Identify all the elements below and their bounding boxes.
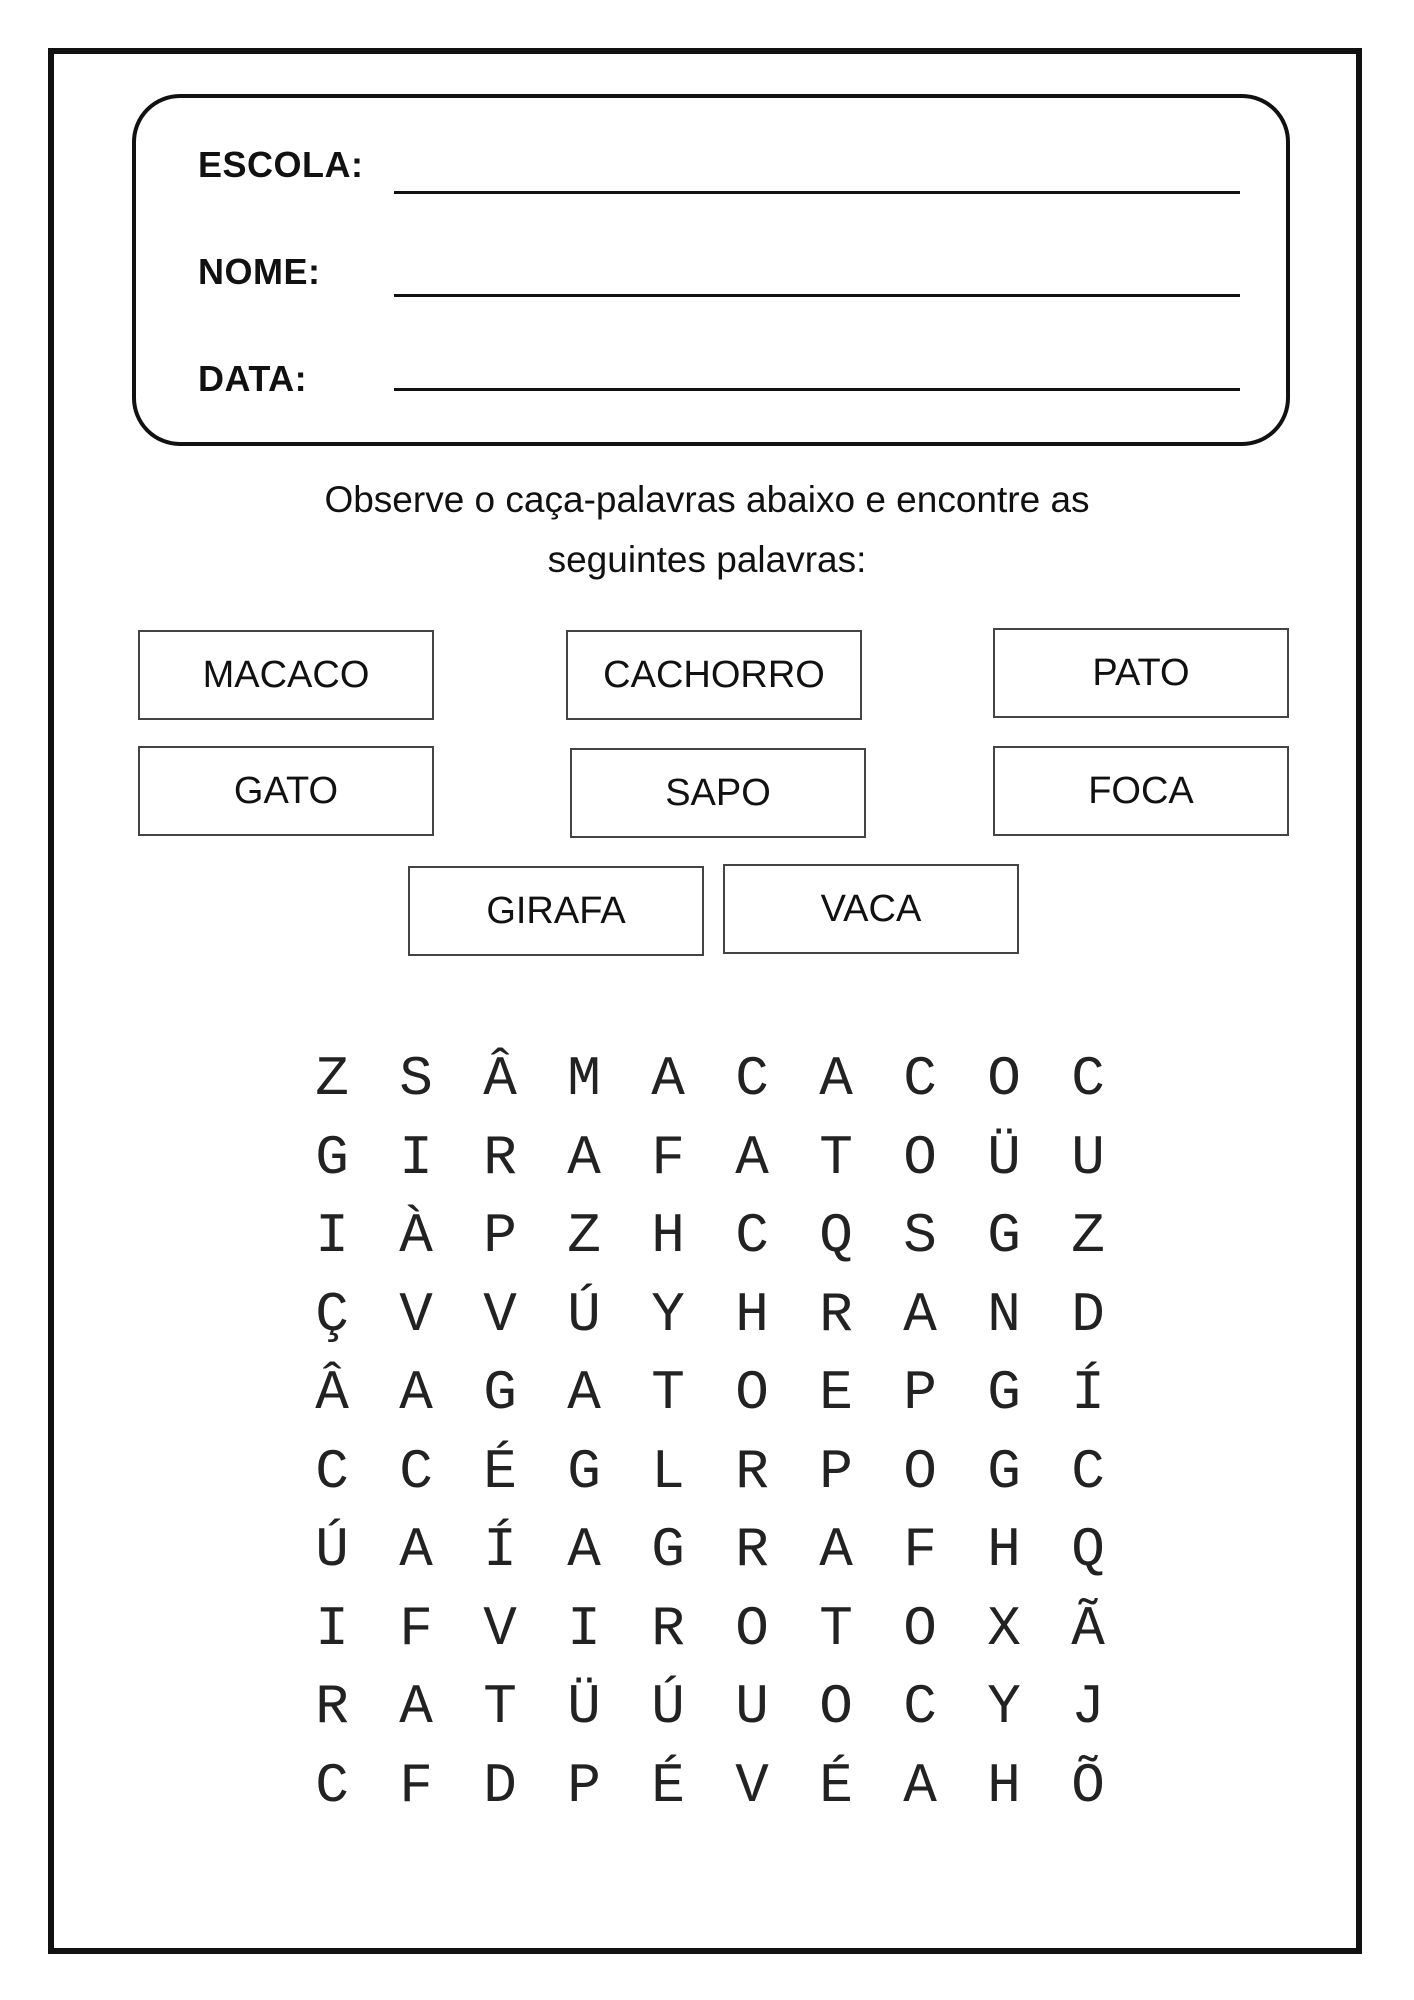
grid-letter[interactable]: Y	[987, 1675, 1021, 1740]
grid-letter[interactable]: S	[399, 1047, 433, 1112]
grid-letter[interactable]: Y	[651, 1282, 685, 1347]
word-box-cachorro: CACHORRO	[566, 630, 862, 720]
grid-letter[interactable]: D	[1071, 1282, 1105, 1347]
grid-letter[interactable]: G	[483, 1361, 517, 1426]
grid-letter[interactable]: J	[1071, 1675, 1105, 1740]
grid-letter[interactable]: R	[735, 1439, 769, 1504]
grid-letter[interactable]: A	[399, 1518, 433, 1583]
grid-letter[interactable]: O	[903, 1596, 937, 1661]
grid-letter[interactable]: Ç	[315, 1282, 349, 1347]
grid-letter[interactable]: I	[399, 1125, 433, 1190]
grid-letter[interactable]: Í	[1071, 1361, 1105, 1426]
grid-letter[interactable]: F	[399, 1753, 433, 1818]
grid-letter[interactable]: C	[399, 1439, 433, 1504]
word-search-grid	[290, 1040, 1130, 1825]
date-label: DATA:	[198, 358, 308, 399]
grid-letter[interactable]: P	[567, 1753, 601, 1818]
grid-letter[interactable]: A	[735, 1125, 769, 1190]
grid-letter[interactable]: G	[987, 1361, 1021, 1426]
grid-letter[interactable]: G	[315, 1125, 349, 1190]
grid-letter[interactable]: F	[651, 1125, 685, 1190]
grid-letter[interactable]: Ü	[567, 1675, 601, 1740]
grid-letter[interactable]: O	[735, 1596, 769, 1661]
grid-letter[interactable]: G	[651, 1518, 685, 1583]
grid-letter[interactable]: É	[651, 1753, 685, 1818]
grid-letter[interactable]: Â	[483, 1047, 517, 1112]
grid-letter[interactable]: R	[483, 1125, 517, 1190]
grid-letter[interactable]: R	[315, 1675, 349, 1740]
grid-letter[interactable]: Ú	[651, 1675, 685, 1740]
grid-letter[interactable]: C	[315, 1753, 349, 1818]
grid-letter[interactable]: R	[651, 1596, 685, 1661]
grid-letter[interactable]: Q	[1071, 1518, 1105, 1583]
grid-letter[interactable]: C	[903, 1047, 937, 1112]
grid-letter[interactable]: A	[819, 1047, 853, 1112]
grid-letter[interactable]: T	[819, 1125, 853, 1190]
grid-letter[interactable]: X	[987, 1596, 1021, 1661]
grid-letter[interactable]: G	[987, 1439, 1021, 1504]
grid-letter[interactable]: C	[735, 1047, 769, 1112]
grid-letter[interactable]: M	[567, 1047, 601, 1112]
grid-letter[interactable]: U	[1071, 1125, 1105, 1190]
grid-letter[interactable]: T	[819, 1596, 853, 1661]
grid-letter[interactable]: É	[819, 1753, 853, 1818]
word-box-pato: PATO	[993, 628, 1289, 718]
grid-letter[interactable]: L	[651, 1439, 685, 1504]
grid-letter[interactable]: V	[735, 1753, 769, 1818]
word-box-foca: FOCA	[993, 746, 1289, 836]
grid-letter[interactable]: Í	[483, 1518, 517, 1583]
grid-letter[interactable]: R	[819, 1282, 853, 1347]
grid-letter[interactable]: H	[735, 1282, 769, 1347]
grid-letter[interactable]: V	[483, 1282, 517, 1347]
grid-letter[interactable]: T	[483, 1675, 517, 1740]
grid-letter[interactable]: T	[651, 1361, 685, 1426]
grid-letter[interactable]: Ã	[1071, 1596, 1105, 1661]
grid-letter[interactable]: H	[651, 1204, 685, 1269]
grid-letter[interactable]: A	[903, 1282, 937, 1347]
grid-letter[interactable]: E	[819, 1361, 853, 1426]
grid-letter[interactable]: H	[987, 1518, 1021, 1583]
grid-letter[interactable]: À	[399, 1204, 433, 1269]
grid-letter[interactable]: G	[987, 1204, 1021, 1269]
grid-letter[interactable]: Ú	[567, 1282, 601, 1347]
word-box-sapo: SAPO	[570, 748, 866, 838]
grid-letter[interactable]: V	[399, 1282, 433, 1347]
grid-letter[interactable]: O	[819, 1675, 853, 1740]
word-box-gato: GATO	[138, 746, 434, 836]
grid-letter[interactable]: C	[315, 1439, 349, 1504]
instructions-line-1: Observe o caça-palavras abaixo e encontre as	[324, 479, 1090, 520]
student-info-box	[132, 94, 1290, 446]
grid-letter[interactable]: R	[735, 1518, 769, 1583]
grid-letter[interactable]: É	[483, 1439, 517, 1504]
grid-letter[interactable]: Â	[315, 1361, 349, 1426]
date-field-line[interactable]	[394, 388, 1240, 391]
grid-letter[interactable]: Z	[315, 1047, 349, 1112]
word-box-girafa: GIRAFA	[408, 866, 704, 956]
grid-letter[interactable]: Z	[567, 1204, 601, 1269]
grid-letter[interactable]: P	[819, 1439, 853, 1504]
grid-letter[interactable]: A	[567, 1361, 601, 1426]
grid-letter[interactable]: A	[903, 1753, 937, 1818]
instructions-line-2: seguintes palavras:	[547, 539, 867, 580]
grid-letter[interactable]: C	[903, 1675, 937, 1740]
grid-letter[interactable]: A	[819, 1518, 853, 1583]
school-field-line[interactable]	[394, 191, 1240, 194]
grid-letter[interactable]: V	[483, 1596, 517, 1661]
grid-letter[interactable]: N	[987, 1282, 1021, 1347]
grid-letter[interactable]: F	[903, 1518, 937, 1583]
grid-letter[interactable]: C	[735, 1204, 769, 1269]
school-label: ESCOLA:	[198, 144, 364, 185]
grid-letter[interactable]: O	[735, 1361, 769, 1426]
grid-letter[interactable]: H	[987, 1753, 1021, 1818]
grid-letter[interactable]: A	[651, 1047, 685, 1112]
grid-letter[interactable]: O	[903, 1125, 937, 1190]
grid-letter[interactable]: O	[903, 1439, 937, 1504]
instructions	[200, 470, 1214, 590]
name-field-line[interactable]	[394, 294, 1240, 297]
grid-letter[interactable]: Ü	[987, 1125, 1021, 1190]
grid-letter[interactable]: P	[483, 1204, 517, 1269]
grid-letter[interactable]: C	[1071, 1047, 1105, 1112]
grid-letter[interactable]: G	[567, 1439, 601, 1504]
grid-letter[interactable]: Z	[1071, 1204, 1105, 1269]
grid-letter[interactable]: Õ	[1071, 1753, 1105, 1818]
grid-letter[interactable]: Ú	[315, 1518, 349, 1583]
name-label: NOME:	[198, 251, 321, 292]
grid-letter[interactable]: I	[567, 1596, 601, 1661]
grid-letter[interactable]: A	[567, 1125, 601, 1190]
grid-letter[interactable]: I	[315, 1596, 349, 1661]
grid-letter[interactable]: A	[567, 1518, 601, 1583]
grid-letter[interactable]: Q	[819, 1204, 853, 1269]
grid-letter[interactable]: S	[903, 1204, 937, 1269]
word-box-vaca: VACA	[723, 864, 1019, 954]
grid-letter[interactable]: P	[903, 1361, 937, 1426]
grid-letter[interactable]: O	[987, 1047, 1021, 1112]
grid-letter[interactable]: A	[399, 1361, 433, 1426]
grid-letter[interactable]: C	[1071, 1439, 1105, 1504]
word-box-macaco: MACACO	[138, 630, 434, 720]
grid-letter[interactable]: D	[483, 1753, 517, 1818]
grid-letter[interactable]: I	[315, 1204, 349, 1269]
grid-letter[interactable]: A	[399, 1675, 433, 1740]
grid-letter[interactable]: U	[735, 1675, 769, 1740]
grid-letter[interactable]: F	[399, 1596, 433, 1661]
